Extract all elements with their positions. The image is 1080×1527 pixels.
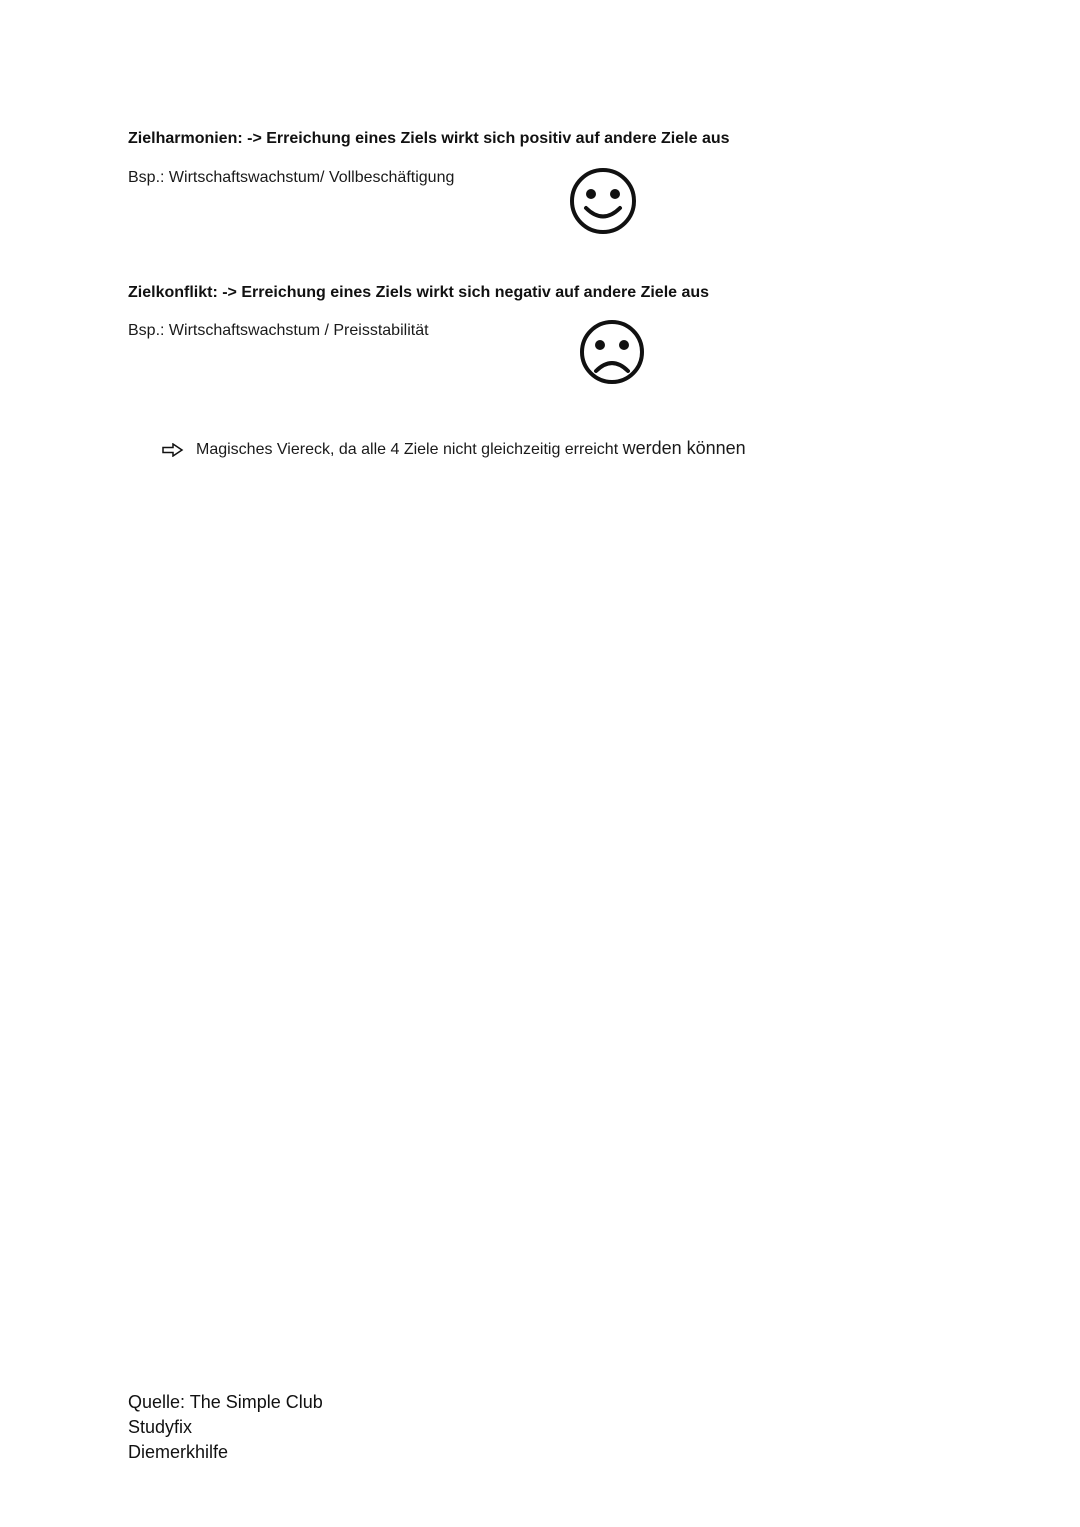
conflict-heading: Zielkonflikt: -> Erreichung eines Ziels wirkt sich negativ auf andere Ziele aus [128, 284, 710, 301]
sources-block [128, 1390, 323, 1465]
hollow-arrow-right-icon [162, 443, 184, 457]
harmony-example: Bsp.: Wirtschaftswachstum/ Vollbeschäftigung [128, 169, 455, 186]
conclusion-line [162, 438, 746, 459]
conclusion-text: Magisches Viereck, da alle 4 Ziele nicht gleichzeitig erreicht [196, 441, 619, 458]
source-line: Quelle: The Simple Club [128, 1392, 323, 1412]
conflict-example: Bsp.: Wirtschaftswachstum / Preisstabilität [128, 322, 429, 339]
harmony-heading: Zielharmonien: -> Erreichung eines Ziels wirkt sich positiv auf andere Ziele aus [128, 130, 730, 147]
conclusion-text-end: werden können [622, 438, 746, 458]
source-line: Diemerkhilfe [128, 1442, 229, 1462]
source-line: Studyfix [128, 1417, 193, 1437]
smiley-face-icon [567, 165, 639, 237]
frowning-face-icon [577, 317, 647, 387]
